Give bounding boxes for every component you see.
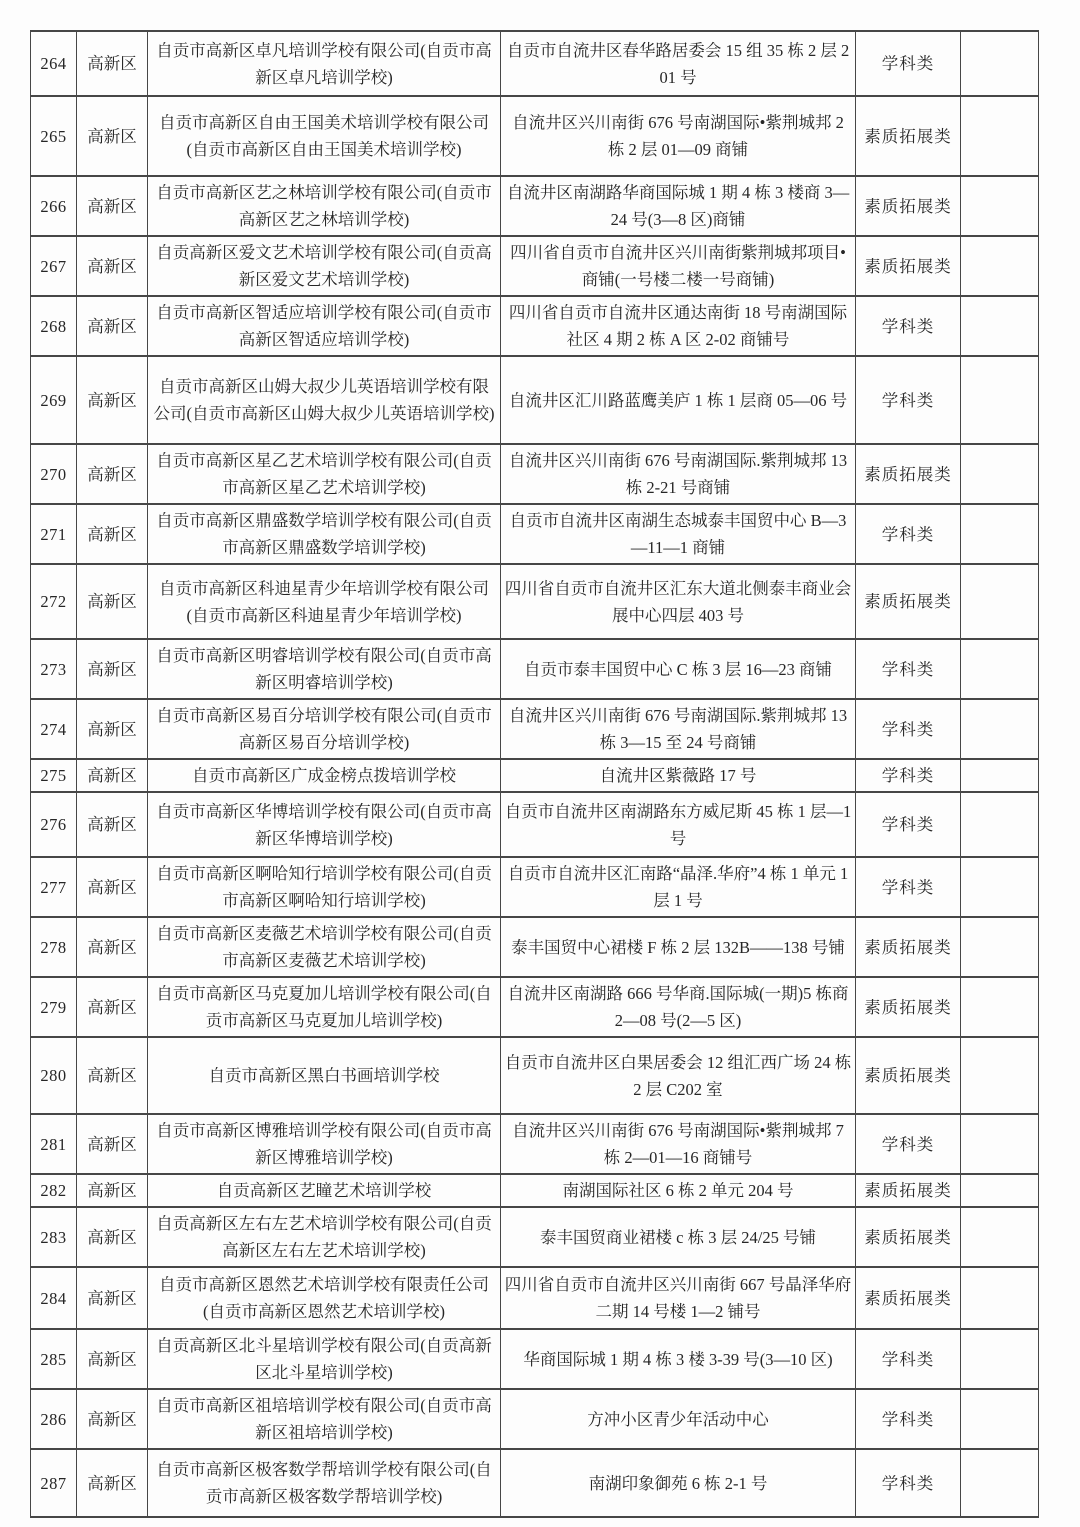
row-number-cell: 270 — [31, 444, 77, 504]
district-cell: 高新区 — [77, 639, 148, 699]
category-cell: 学科类 — [856, 699, 961, 759]
district-cell: 高新区 — [77, 1114, 148, 1174]
category-cell: 学科类 — [856, 504, 961, 564]
empty-cell — [961, 1037, 1039, 1114]
school-name-cell: 自贡市高新区艺之林培训学校有限公司(自贡市高新区艺之林培训学校) — [148, 176, 501, 236]
school-name-cell: 自贡市高新区麦薇艺术培训学校有限公司(自贡市高新区麦薇艺术培训学校) — [148, 917, 501, 977]
training-schools-table — [30, 30, 1039, 1518]
table-row — [31, 639, 1039, 699]
district-cell: 高新区 — [77, 792, 148, 857]
school-name-cell: 自贡市高新区明睿培训学校有限公司(自贡市高新区明睿培训学校) — [148, 639, 501, 699]
table-row — [31, 1267, 1039, 1329]
school-name-cell: 自贡市高新区恩然艺术培训学校有限责任公司(自贡市高新区恩然艺术培训学校) — [148, 1267, 501, 1329]
empty-cell — [961, 792, 1039, 857]
row-number-cell: 268 — [31, 296, 77, 356]
address-cell: 自流井区兴川南街 676 号南湖国际.紫荆城邦 13 栋 3—15 至 24 号商铺 — [501, 699, 856, 759]
table-row — [31, 857, 1039, 917]
table-row — [31, 699, 1039, 759]
address-cell: 自流井区兴川南街 676 号南湖国际•紫荆城邦 7 栋 2—01—16 商铺号 — [501, 1114, 856, 1174]
address-cell: 自贡市自流井区南湖生态城泰丰国贸中心 B—3—11—1 商铺 — [501, 504, 856, 564]
table-body — [31, 31, 1039, 1517]
address-cell: 四川省自贡市自流井区兴川南街紫荆城邦项目•商铺(一号楼二楼一号商铺) — [501, 236, 856, 296]
district-cell: 高新区 — [77, 1267, 148, 1329]
category-cell: 素质拓展类 — [856, 1037, 961, 1114]
table-row — [31, 356, 1039, 444]
row-number-cell: 284 — [31, 1267, 77, 1329]
address-cell: 自流井区兴川南街 676 号南湖国际.紫荆城邦 13 栋 2-21 号商铺 — [501, 444, 856, 504]
row-number-cell: 283 — [31, 1207, 77, 1267]
row-number-cell: 272 — [31, 564, 77, 639]
table-row — [31, 1389, 1039, 1449]
row-number-cell: 266 — [31, 176, 77, 236]
empty-cell — [961, 564, 1039, 639]
school-name-cell: 自贡高新区爱文艺术培训学校有限公司(自贡高新区爱文艺术培训学校) — [148, 236, 501, 296]
empty-cell — [961, 1389, 1039, 1449]
category-cell: 素质拓展类 — [856, 977, 961, 1037]
empty-cell — [961, 977, 1039, 1037]
category-cell: 学科类 — [856, 296, 961, 356]
table-row — [31, 96, 1039, 176]
category-cell: 素质拓展类 — [856, 917, 961, 977]
row-number-cell: 277 — [31, 857, 77, 917]
school-name-cell: 自贡高新区左右左艺术培训学校有限公司(自贡高新区左右左艺术培训学校) — [148, 1207, 501, 1267]
district-cell: 高新区 — [77, 1329, 148, 1389]
empty-cell — [961, 1449, 1039, 1517]
address-cell: 南湖印象御苑 6 栋 2-1 号 — [501, 1449, 856, 1517]
row-number-cell: 280 — [31, 1037, 77, 1114]
district-cell: 高新区 — [77, 1389, 148, 1449]
district-cell: 高新区 — [77, 759, 148, 792]
row-number-cell: 274 — [31, 699, 77, 759]
school-name-cell: 自贡市高新区自由王国美术培训学校有限公司(自贡市高新区自由王国美术培训学校) — [148, 96, 501, 176]
row-number-cell: 286 — [31, 1389, 77, 1449]
empty-cell — [961, 96, 1039, 176]
school-name-cell: 自贡市高新区广成金榜点拨培训学校 — [148, 759, 501, 792]
category-cell: 学科类 — [856, 639, 961, 699]
district-cell: 高新区 — [77, 296, 148, 356]
school-name-cell: 自贡市高新区极客数学帮培训学校有限公司(自贡市高新区极客数学帮培训学校) — [148, 1449, 501, 1517]
address-cell: 自贡市自流井区春华路居委会 15 组 35 栋 2 层 201 号 — [501, 31, 856, 96]
address-cell: 方冲小区青少年活动中心 — [501, 1389, 856, 1449]
school-name-cell: 自贡市高新区星乙艺术培训学校有限公司(自贡市高新区星乙艺术培训学校) — [148, 444, 501, 504]
category-cell: 素质拓展类 — [856, 444, 961, 504]
school-name-cell: 自贡市高新区黑白书画培训学校 — [148, 1037, 501, 1114]
empty-cell — [961, 504, 1039, 564]
row-number-cell: 287 — [31, 1449, 77, 1517]
district-cell: 高新区 — [77, 857, 148, 917]
empty-cell — [961, 759, 1039, 792]
table-row — [31, 977, 1039, 1037]
district-cell: 高新区 — [77, 977, 148, 1037]
category-cell: 素质拓展类 — [856, 176, 961, 236]
category-cell: 学科类 — [856, 1114, 961, 1174]
address-cell: 南湖国际社区 6 栋 2 单元 204 号 — [501, 1174, 856, 1207]
table-row — [31, 564, 1039, 639]
district-cell: 高新区 — [77, 356, 148, 444]
empty-cell — [961, 1207, 1039, 1267]
empty-cell — [961, 1267, 1039, 1329]
district-cell: 高新区 — [77, 444, 148, 504]
school-name-cell: 自贡市高新区华博培训学校有限公司(自贡市高新区华博培训学校) — [148, 792, 501, 857]
school-name-cell: 自贡市高新区科迪星青少年培训学校有限公司(自贡市高新区科迪星青少年培训学校) — [148, 564, 501, 639]
table-row — [31, 1449, 1039, 1517]
table-row — [31, 176, 1039, 236]
category-cell: 学科类 — [856, 31, 961, 96]
address-cell: 泰丰国贸商业裙楼 c 栋 3 层 24/25 号铺 — [501, 1207, 856, 1267]
address-cell: 华商国际城 1 期 4 栋 3 楼 3-39 号(3—10 区) — [501, 1329, 856, 1389]
district-cell: 高新区 — [77, 564, 148, 639]
category-cell: 素质拓展类 — [856, 1267, 961, 1329]
empty-cell — [961, 31, 1039, 96]
row-number-cell: 282 — [31, 1174, 77, 1207]
district-cell: 高新区 — [77, 1037, 148, 1114]
district-cell: 高新区 — [77, 236, 148, 296]
school-name-cell: 自贡市高新区祖培培训学校有限公司(自贡市高新区祖培培训学校) — [148, 1389, 501, 1449]
table-row — [31, 917, 1039, 977]
table-row — [31, 1037, 1039, 1114]
table-row — [31, 1114, 1039, 1174]
category-cell: 素质拓展类 — [856, 96, 961, 176]
district-cell: 高新区 — [77, 1449, 148, 1517]
category-cell: 学科类 — [856, 1329, 961, 1389]
school-name-cell: 自贡市高新区啊哈知行培训学校有限公司(自贡市高新区啊哈知行培训学校) — [148, 857, 501, 917]
category-cell: 素质拓展类 — [856, 236, 961, 296]
empty-cell — [961, 1329, 1039, 1389]
school-name-cell: 自贡市高新区博雅培训学校有限公司(自贡市高新区博雅培训学校) — [148, 1114, 501, 1174]
district-cell: 高新区 — [77, 699, 148, 759]
table-row — [31, 1207, 1039, 1267]
category-cell: 学科类 — [856, 857, 961, 917]
district-cell: 高新区 — [77, 917, 148, 977]
empty-cell — [961, 1114, 1039, 1174]
row-number-cell: 279 — [31, 977, 77, 1037]
row-number-cell: 281 — [31, 1114, 77, 1174]
address-cell: 自流井区紫薇路 17 号 — [501, 759, 856, 792]
district-cell: 高新区 — [77, 1207, 148, 1267]
empty-cell — [961, 857, 1039, 917]
district-cell: 高新区 — [77, 96, 148, 176]
category-cell: 学科类 — [856, 792, 961, 857]
address-cell: 四川省自贡市自流井区通达南街 18 号南湖国际社区 4 期 2 栋 A 区 2-02 商铺号 — [501, 296, 856, 356]
row-number-cell: 269 — [31, 356, 77, 444]
district-cell: 高新区 — [77, 504, 148, 564]
address-cell: 四川省自贡市自流井区兴川南街 667 号晶泽华府二期 14 号楼 1—2 铺号 — [501, 1267, 856, 1329]
empty-cell — [961, 296, 1039, 356]
table-row — [31, 759, 1039, 792]
table-row — [31, 31, 1039, 96]
table-row — [31, 1329, 1039, 1389]
category-cell: 素质拓展类 — [856, 564, 961, 639]
empty-cell — [961, 917, 1039, 977]
category-cell: 学科类 — [856, 759, 961, 792]
school-name-cell: 自贡市高新区卓凡培训学校有限公司(自贡市高新区卓凡培训学校) — [148, 31, 501, 96]
empty-cell — [961, 699, 1039, 759]
row-number-cell: 285 — [31, 1329, 77, 1389]
table-row — [31, 504, 1039, 564]
table-row — [31, 296, 1039, 356]
school-name-cell: 自贡高新区艺瞳艺术培训学校 — [148, 1174, 501, 1207]
empty-cell — [961, 639, 1039, 699]
row-number-cell: 276 — [31, 792, 77, 857]
school-name-cell: 自贡高新区北斗星培训学校有限公司(自贡高新区北斗星培训学校) — [148, 1329, 501, 1389]
category-cell: 学科类 — [856, 356, 961, 444]
district-cell: 高新区 — [77, 176, 148, 236]
table-row — [31, 1174, 1039, 1207]
row-number-cell: 271 — [31, 504, 77, 564]
category-cell: 素质拓展类 — [856, 1207, 961, 1267]
address-cell: 自流井区南湖路 666 号华商.国际城(一期)5 栋商 2—08 号(2—5 区) — [501, 977, 856, 1037]
row-number-cell: 273 — [31, 639, 77, 699]
address-cell: 泰丰国贸中心裙楼 F 栋 2 层 132B——138 号铺 — [501, 917, 856, 977]
school-name-cell: 自贡市高新区易百分培训学校有限公司(自贡市高新区易百分培训学校) — [148, 699, 501, 759]
school-name-cell: 自贡市高新区鼎盛数学培训学校有限公司(自贡市高新区鼎盛数学培训学校) — [148, 504, 501, 564]
category-cell: 学科类 — [856, 1449, 961, 1517]
category-cell: 学科类 — [856, 1389, 961, 1449]
address-cell: 自贡市自流井区白果居委会 12 组汇西广场 24 栋 2 层 C202 室 — [501, 1037, 856, 1114]
table-row — [31, 444, 1039, 504]
empty-cell — [961, 236, 1039, 296]
address-cell: 自流井区兴川南街 676 号南湖国际•紫荆城邦 2 栋 2 层 01—09 商铺 — [501, 96, 856, 176]
row-number-cell: 278 — [31, 917, 77, 977]
address-cell: 自流井区南湖路华商国际城 1 期 4 栋 3 楼商 3—24 号(3—8 区)商铺 — [501, 176, 856, 236]
table-row — [31, 236, 1039, 296]
address-cell: 自贡市自流井区汇南路“晶泽.华府”4 栋 1 单元 1 层 1 号 — [501, 857, 856, 917]
school-name-cell: 自贡市高新区山姆大叔少儿英语培训学校有限公司(自贡市高新区山姆大叔少儿英语培训学校) — [148, 356, 501, 444]
row-number-cell: 275 — [31, 759, 77, 792]
address-cell: 自贡市泰丰国贸中心 C 栋 3 层 16—23 商铺 — [501, 639, 856, 699]
address-cell: 自贡市自流井区南湖路东方威尼斯 45 栋 1 层—1 号 — [501, 792, 856, 857]
empty-cell — [961, 356, 1039, 444]
address-cell: 自流井区汇川路蓝鹰美庐 1 栋 1 层商 05—06 号 — [501, 356, 856, 444]
school-name-cell: 自贡市高新区智适应培训学校有限公司(自贡市高新区智适应培训学校) — [148, 296, 501, 356]
table-row — [31, 792, 1039, 857]
empty-cell — [961, 1174, 1039, 1207]
address-cell: 四川省自贡市自流井区汇东大道北侧泰丰商业会展中心四层 403 号 — [501, 564, 856, 639]
district-cell: 高新区 — [77, 1174, 148, 1207]
school-name-cell: 自贡市高新区马克夏加儿培训学校有限公司(自贡市高新区马克夏加儿培训学校) — [148, 977, 501, 1037]
empty-cell — [961, 176, 1039, 236]
category-cell: 素质拓展类 — [856, 1174, 961, 1207]
row-number-cell: 265 — [31, 96, 77, 176]
district-cell: 高新区 — [77, 31, 148, 96]
row-number-cell: 267 — [31, 236, 77, 296]
row-number-cell: 264 — [31, 31, 77, 96]
empty-cell — [961, 444, 1039, 504]
